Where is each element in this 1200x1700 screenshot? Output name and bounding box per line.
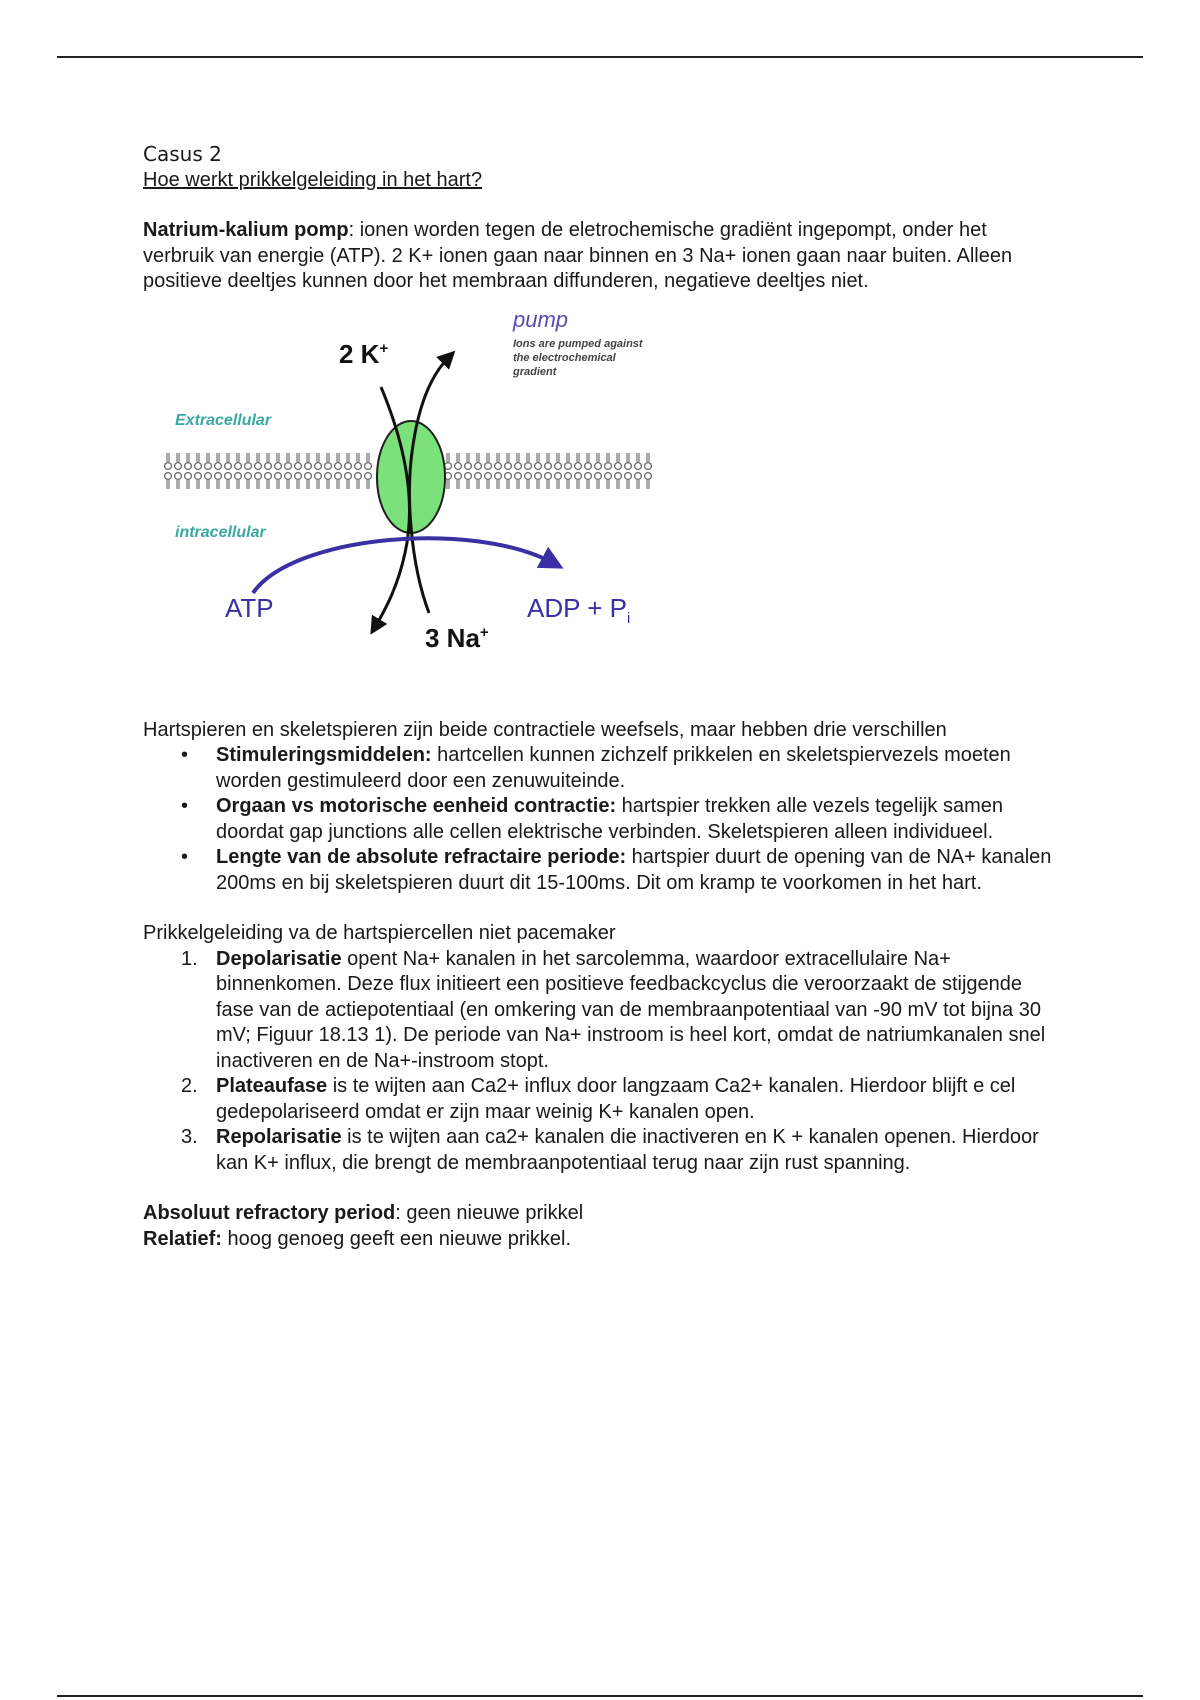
list-item: • Orgaan vs motorische eenheid contractie: hartspier trekken alle vezels tegelijk samen doordat gap junctions alle cellen elektrische verbinden. Skeletspieren alleen individueel. xyxy=(216,794,1063,845)
intracellular-label: intracellular xyxy=(175,523,266,541)
list-item: 2. Plateaufase is te wijten aan Ca2+ influx door langzaam Ca2+ kanalen. Hierdoor blijft e cel gedepolariseerd omdat er zijn maar weinig K+ kanalen open. xyxy=(181,1075,1016,1123)
atp-label: ATP xyxy=(225,592,274,623)
absolute-refractory: Absoluut refractory period: geen nieuwe prikkel xyxy=(143,1202,584,1224)
k-ions-label: 2 K+ xyxy=(339,338,389,369)
page-subtitle: Hoe werkt prikkelgeleiding in het hart? xyxy=(143,168,483,191)
differences-intro: Hartspieren en skeletspieren zijn beide contractiele weefsels, maar hebben drie verschillen xyxy=(143,718,947,741)
na-ions-label: 3 Na+ xyxy=(425,622,489,653)
conduction-steps xyxy=(143,947,1063,1177)
list-item: • Lengte van de absolute refractaire periode: hartspier duurt de opening van de NA+ kanalen 200ms en bij skeletspieren duurt dit 15-100ms. Dit om kramp te voorkomen in het hart. xyxy=(216,845,1063,896)
sodium-potassium-pump-diagram xyxy=(143,295,683,680)
list-item: 1. Depolarisatie opent Na+ kanalen in het sarcolemma, waardoor extracellulaire Na+ binnenkomen. Deze flux initieert een positieve feedbackcyclus die veroorzaakt de stijgende fase van de actiepotentiaal (en omkering van de membraanpotentiaal van -90 mV tot bijna 30 mV; Figuur 18.13 1). De periode van Na+ instroom is heel kort, omdat de natriumkanalen snel inactiveren en de Na+-instroom stopt. xyxy=(181,947,1046,1072)
top-rule xyxy=(57,56,1143,58)
pump-caption-line-3: gradient xyxy=(513,365,557,378)
relative-refractory: Relatief: hoog genoeg geeft een nieuwe prikkel. xyxy=(143,1227,572,1250)
document-body xyxy=(143,142,1063,1252)
adp-label: ADP + $P_i$ xyxy=(527,592,631,627)
casus-heading: Casus 2 xyxy=(143,142,222,166)
list-item: 3. Repolarisatie is te wijten aan ca2+ kanalen die inactiveren en K + kanalen openen. Hierdoor kan K+ influx, die brengt de membraanpotentiaal terug naar zijn rust spanning. xyxy=(181,1126,1039,1174)
membrane-left xyxy=(163,450,373,494)
extracellular-label: Extracellular xyxy=(175,411,272,429)
conduction-intro: Prikkelgeleiding va de hartspiercellen niet pacemaker xyxy=(143,922,616,944)
intro-paragraph xyxy=(143,218,1063,295)
differences-list xyxy=(143,743,1063,896)
pump-caption-line-1: Ions are pumped against xyxy=(513,337,643,350)
intro-text: : ionen worden tegen de eletrochemische gradiënt ingepompt, onder het verbruik van energie (ATP). 2 K+ ionen gaan naar binnen en 3 Na+ ionen gaan naar buiten. Alleen positieve deeltjes kunnen door het membraan diffunderen, negatieve deeltjes niet. xyxy=(143,219,1013,292)
bottom-rule xyxy=(57,1695,1143,1697)
pump-title: pump xyxy=(513,306,569,332)
intro-term: Natrium-kalium pomp xyxy=(143,219,349,241)
membrane-right xyxy=(443,450,653,494)
pump-caption-line-2: the electrochemical xyxy=(513,351,616,364)
list-item: • Stimuleringsmiddelen: hartcellen kunnen zichzelf prikkelen en skeletspiervezels moeten worden gestimuleerd door een zenuwuiteinde. xyxy=(216,743,1063,794)
